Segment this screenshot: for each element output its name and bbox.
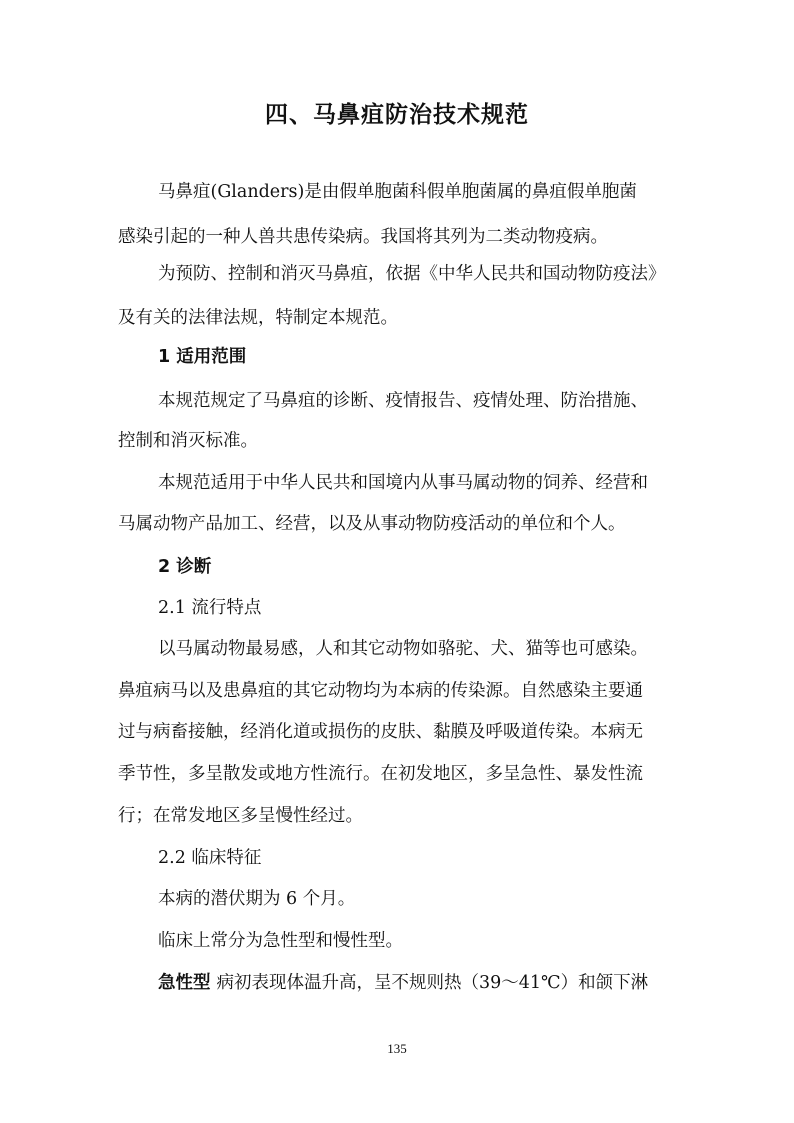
paragraph-line: 以马属动物最易感，人和其它动物如骆驼、犬、猫等也可感染。 — [158, 639, 648, 659]
term-description: 病初表现体温升高，呈不规则热（39～41℃）和颌下淋 — [216, 973, 649, 993]
page-number: 135 — [387, 1041, 407, 1056]
paragraph-line: 为预防、控制和消灭马鼻疽，依据《中华人民共和国动物防疫法》 — [158, 264, 666, 284]
paragraph-line: 马属动物产品加工、经营，以及从事动物防疫活动的单位和个人。 — [118, 514, 626, 534]
page-title: 四、马鼻疽防治技术规范 — [265, 102, 529, 128]
paragraph-line: 临床上常分为急性型和慢性型。 — [158, 931, 403, 951]
paragraph-line: 感染引起的一种人兽共患传染病。我国将其列为二类动物疫病。 — [118, 227, 608, 247]
paragraph-line: 本规范适用于中华人民共和国境内从事马属动物的饲养、经营和 — [158, 473, 648, 493]
section-heading: 1 适用范围 — [158, 347, 247, 367]
subsection-heading: 2.2 临床特征 — [158, 848, 262, 868]
paragraph-line: 过与病畜接触，经消化道或损伤的皮肤、黏膜及呼吸道传染。本病无 — [118, 722, 643, 742]
paragraph-line: 行；在常发地区多呈慢性经过。 — [118, 806, 363, 826]
paragraph-line: 马鼻疽(Glanders)是由假单胞菌科假单胞菌属的鼻疽假单胞菌 — [158, 182, 637, 202]
paragraph-line — [158, 971, 678, 995]
paragraph-line: 控制和消灭标准。 — [118, 431, 258, 451]
paragraph-line: 鼻疽病马以及患鼻疽的其它动物均为本病的传染源。自然感染主要通 — [118, 681, 643, 701]
paragraph-line: 及有关的法律法规，特制定本规范。 — [118, 308, 398, 328]
paragraph-line: 本规范规定了马鼻疽的诊断、疫情报告、疫情处理、防治措施、 — [158, 391, 648, 411]
section-heading: 2 诊断 — [158, 557, 212, 577]
paragraph-line: 季节性，多呈散发或地方性流行。在初发地区，多呈急性、暴发性流 — [118, 764, 643, 784]
paragraph-line: 本病的潜伏期为 6 个月。 — [158, 889, 356, 909]
term-label: 急性型 — [158, 973, 211, 993]
subsection-heading: 2.1 流行特点 — [158, 598, 262, 618]
